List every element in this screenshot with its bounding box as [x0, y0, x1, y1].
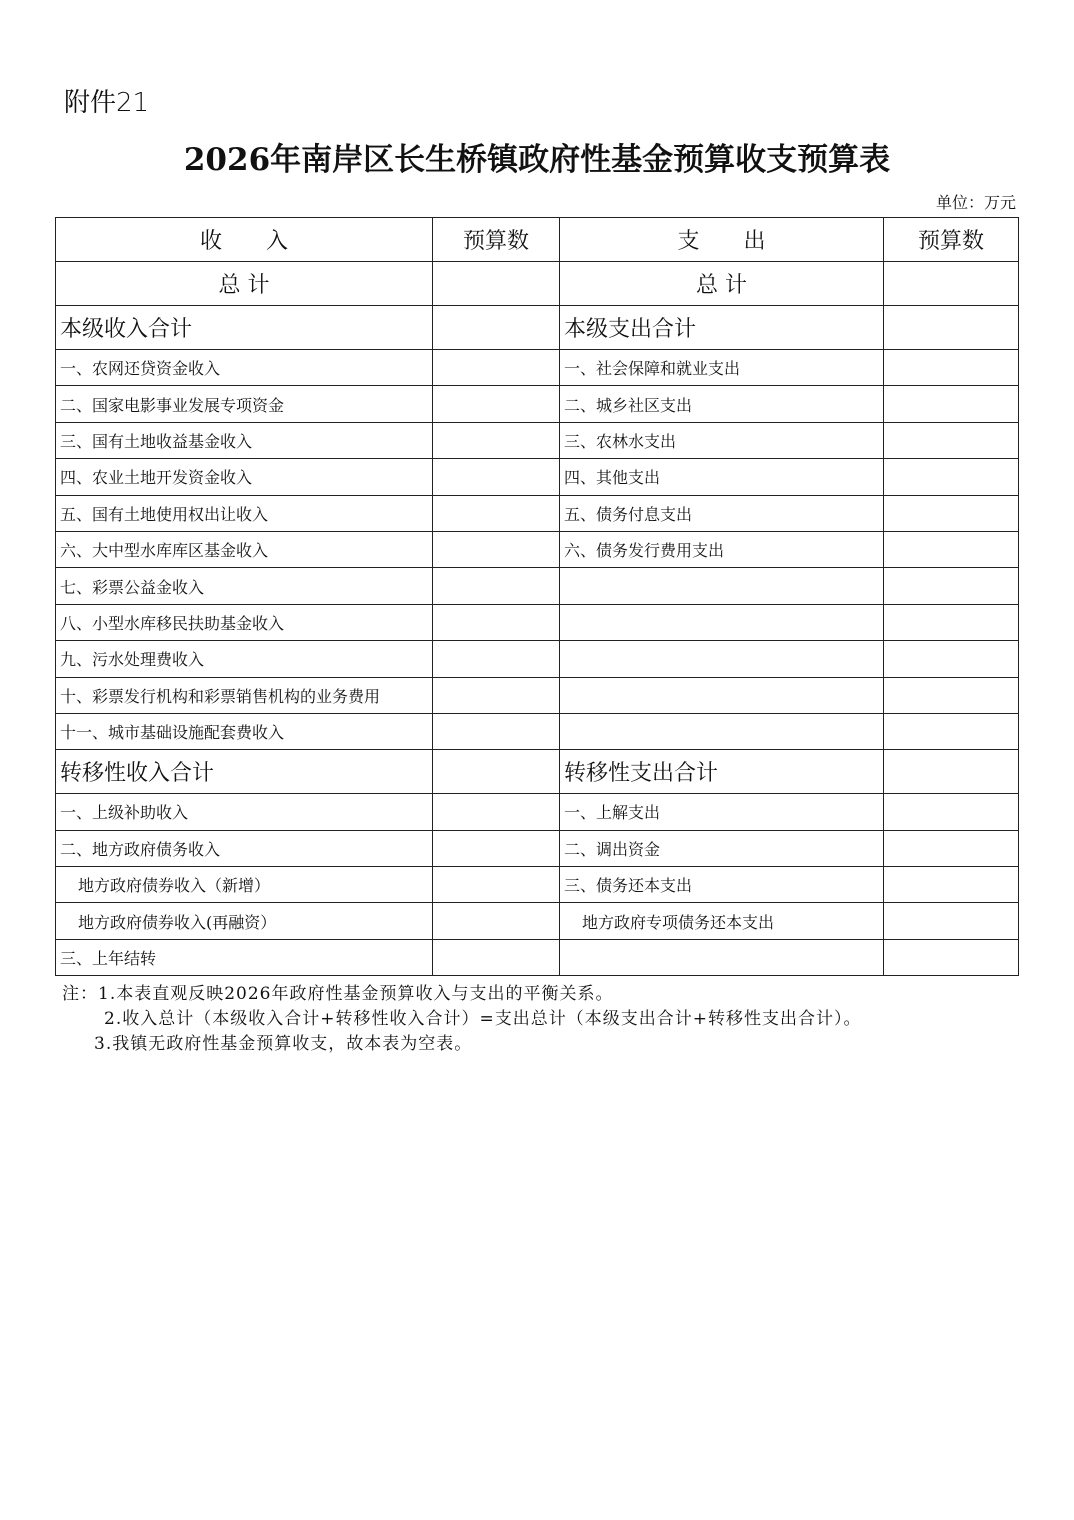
expense-value — [884, 422, 1019, 458]
expense-item — [560, 713, 884, 749]
income-value — [433, 750, 560, 794]
section-row — [56, 306, 1019, 350]
expense-total-label: 总 计 — [560, 262, 884, 306]
income-item: 一、农网还贷资金收入 — [56, 350, 433, 386]
income-item: 一、上级补助收入 — [56, 794, 433, 830]
header-row — [56, 218, 1019, 262]
expense-value — [884, 604, 1019, 640]
income-item: 地方政府债券收入(再融资） — [56, 903, 433, 939]
table-row — [56, 794, 1019, 830]
income-item: 二、地方政府债务收入 — [56, 830, 433, 866]
income-item: 本级收入合计 — [56, 306, 433, 350]
table-row — [56, 568, 1019, 604]
income-value — [433, 713, 560, 749]
note-3: 3.我镇无政府性基金预算收支，故本表为空表。 — [94, 1034, 473, 1054]
expense-value — [884, 794, 1019, 830]
expense-header: 支 出 — [560, 218, 884, 262]
expense-item: 三、农林水支出 — [560, 422, 884, 458]
income-item: 三、上年结转 — [56, 939, 433, 975]
expense-item: 本级支出合计 — [560, 306, 884, 350]
expense-item — [560, 568, 884, 604]
table-row — [56, 713, 1019, 749]
table-row — [56, 641, 1019, 677]
income-value — [433, 641, 560, 677]
income-value — [433, 306, 560, 350]
expense-item — [560, 604, 884, 640]
expense-item: 一、社会保障和就业支出 — [560, 350, 884, 386]
expense-item: 二、城乡社区支出 — [560, 386, 884, 422]
expense-value — [884, 677, 1019, 713]
note-2: 2.收入总计（本级收入合计+转移性收入合计）=支出总计（本级支出合计+转移性支出合计）。 — [104, 1009, 862, 1029]
income-item: 十、彩票发行机构和彩票销售机构的业务费用 — [56, 677, 433, 713]
income-item: 六、大中型水库库区基金收入 — [56, 531, 433, 567]
table-row — [56, 459, 1019, 495]
income-item: 二、国家电影事业发展专项资金 — [56, 386, 433, 422]
table-row — [56, 677, 1019, 713]
expense-value — [884, 386, 1019, 422]
income-value — [433, 604, 560, 640]
expense-value — [884, 713, 1019, 749]
expense-item — [560, 939, 884, 975]
income-value — [433, 568, 560, 604]
income-item: 八、小型水库移民扶助基金收入 — [56, 604, 433, 640]
income-item: 五、国有土地使用权出让收入 — [56, 495, 433, 531]
table-row — [56, 495, 1019, 531]
table-row — [56, 604, 1019, 640]
income-total-label: 总 计 — [56, 262, 433, 306]
income-value — [433, 939, 560, 975]
expense-item — [560, 677, 884, 713]
expense-value — [884, 830, 1019, 866]
income-value — [433, 794, 560, 830]
expense-item: 五、债务付息支出 — [560, 495, 884, 531]
expense-value — [884, 350, 1019, 386]
expense-value — [884, 495, 1019, 531]
expense-item: 一、上解支出 — [560, 794, 884, 830]
expense-item: 六、债务发行费用支出 — [560, 531, 884, 567]
income-item: 七、彩票公益金收入 — [56, 568, 433, 604]
income-value — [433, 495, 560, 531]
unit-label: 单位：万元 — [935, 193, 1016, 212]
expense-value — [884, 867, 1019, 903]
income-item: 十一、城市基础设施配套费收入 — [56, 713, 433, 749]
income-value — [433, 350, 560, 386]
income-value — [433, 677, 560, 713]
expense-value — [884, 750, 1019, 794]
income-value — [433, 903, 560, 939]
income-value — [433, 422, 560, 458]
note-1: 注：1.本表直观反映2026年政府性基金预算收入与支出的平衡关系。 — [62, 984, 614, 1004]
income-item: 九、污水处理费收入 — [56, 641, 433, 677]
expense-item: 三、债务还本支出 — [560, 867, 884, 903]
income-item: 转移性收入合计 — [56, 750, 433, 794]
table-row — [56, 386, 1019, 422]
expense-item — [560, 641, 884, 677]
expense-value — [884, 641, 1019, 677]
section-row — [56, 750, 1019, 794]
income-item: 三、国有土地收益基金收入 — [56, 422, 433, 458]
income-value — [433, 531, 560, 567]
income-value — [433, 830, 560, 866]
budget-header: 预算数 — [884, 218, 1019, 262]
expense-value — [884, 903, 1019, 939]
income-value — [433, 867, 560, 903]
table-row — [56, 422, 1019, 458]
table-row — [56, 939, 1019, 975]
page-title: 2026年南岸区长生桥镇政府性基金预算收支预算表 — [183, 142, 891, 178]
budget-header: 预算数 — [433, 218, 560, 262]
notes — [62, 982, 861, 1057]
income-value — [433, 459, 560, 495]
budget-table — [55, 217, 1019, 976]
attachment-label: 附件21 — [64, 88, 150, 118]
expense-total-value — [884, 262, 1019, 306]
income-item: 地方政府债券收入（新增） — [56, 867, 433, 903]
expense-value — [884, 459, 1019, 495]
expense-item: 四、其他支出 — [560, 459, 884, 495]
total-row — [56, 262, 1019, 306]
expense-item: 地方政府专项债务还本支出 — [560, 903, 884, 939]
table-row — [56, 830, 1019, 866]
table-row — [56, 903, 1019, 939]
expense-item: 转移性支出合计 — [560, 750, 884, 794]
expense-value — [884, 939, 1019, 975]
expense-value — [884, 306, 1019, 350]
income-item: 四、农业土地开发资金收入 — [56, 459, 433, 495]
income-total-value — [433, 262, 560, 306]
income-value — [433, 386, 560, 422]
expense-item: 二、调出资金 — [560, 830, 884, 866]
table-row — [56, 867, 1019, 903]
table-row — [56, 350, 1019, 386]
income-header: 收 入 — [56, 218, 433, 262]
expense-value — [884, 531, 1019, 567]
table-row — [56, 531, 1019, 567]
expense-value — [884, 568, 1019, 604]
